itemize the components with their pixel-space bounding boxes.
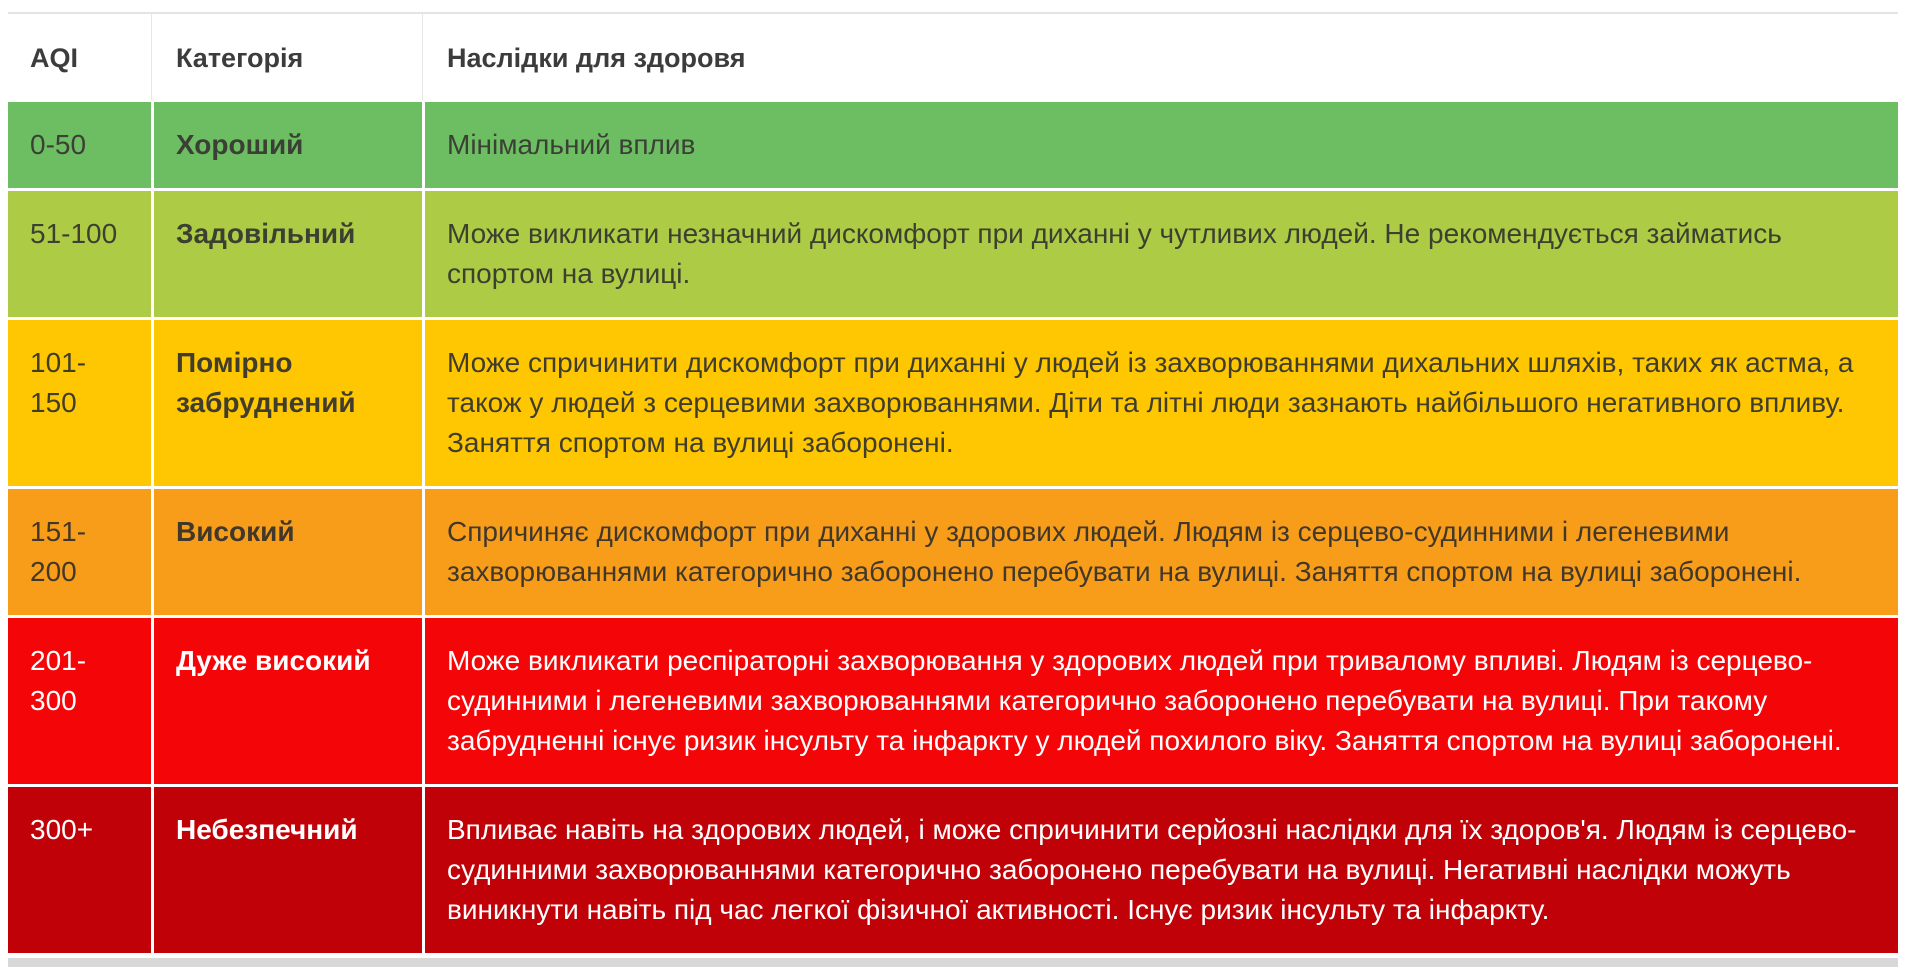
aqi-cell: 101-150 (8, 320, 151, 486)
table-row (8, 618, 1898, 784)
header-effects: Наслідки для здоровя (422, 14, 1898, 100)
aqi-cell: 300+ (8, 787, 151, 953)
effects-cell: Мінімальний вплив (425, 102, 1898, 188)
header-aqi: AQI (8, 14, 151, 100)
category-cell: Високий (154, 489, 422, 615)
category-cell: Помірно забруднений (154, 320, 422, 486)
table-row (8, 191, 1898, 317)
horizontal-divider (8, 958, 1898, 967)
aqi-table (8, 12, 1898, 956)
header-row (8, 12, 1898, 100)
table-row (8, 102, 1898, 188)
aqi-cell: 201-300 (8, 618, 151, 784)
category-cell: Задовільний (154, 191, 422, 317)
effects-cell: Впливає навіть на здорових людей, і може спричинити серйозні наслідки для їх здоров'я. Людям із серцево-судинними захворюваннями категорично заборонено перебувати на вулиці. Негативні наслідки можуть виникнути навіть під час легкої фізичної активності. Існує ризик інсульту та інфаркту. (425, 787, 1898, 953)
table-row (8, 320, 1898, 486)
effects-cell: Може викликати незначний дискомфорт при диханні у чутливих людей. Не рекомендується займатись спортом на вулиці. (425, 191, 1898, 317)
effects-cell: Може викликати респіраторні захворювання у здорових людей при тривалому впливі. Людям із серцево-судинними і легеневими захворюваннями категорично заборонено перебувати на вулиці. При такому забрудненні існує ризик інсульту та інфаркту у людей похилого віку. Заняття спортом на вулиці заборонені. (425, 618, 1898, 784)
table-row (8, 489, 1898, 615)
category-cell: Хороший (154, 102, 422, 188)
effects-cell: Спричиняє дискомфорт при диханні у здорових людей. Людям із серцево-судинними і легеневими захворюваннями категорично заборонено перебувати на вулиці. Заняття спортом на вулиці заборонені. (425, 489, 1898, 615)
category-cell: Небезпечний (154, 787, 422, 953)
aqi-cell: 51-100 (8, 191, 151, 317)
table-row (8, 787, 1898, 953)
effects-cell: Може спричинити дискомфорт при диханні у людей із захворюваннями дихальних шляхів, таких як астма, а також у людей з серцевими захворюваннями. Діти та літні люди зазнають найбільшого негативного впливу. Заняття спортом на вулиці заборонені. (425, 320, 1898, 486)
aqi-cell: 151-200 (8, 489, 151, 615)
aqi-cell: 0-50 (8, 102, 151, 188)
header-category: Категорія (151, 14, 422, 100)
category-cell: Дуже високий (154, 618, 422, 784)
